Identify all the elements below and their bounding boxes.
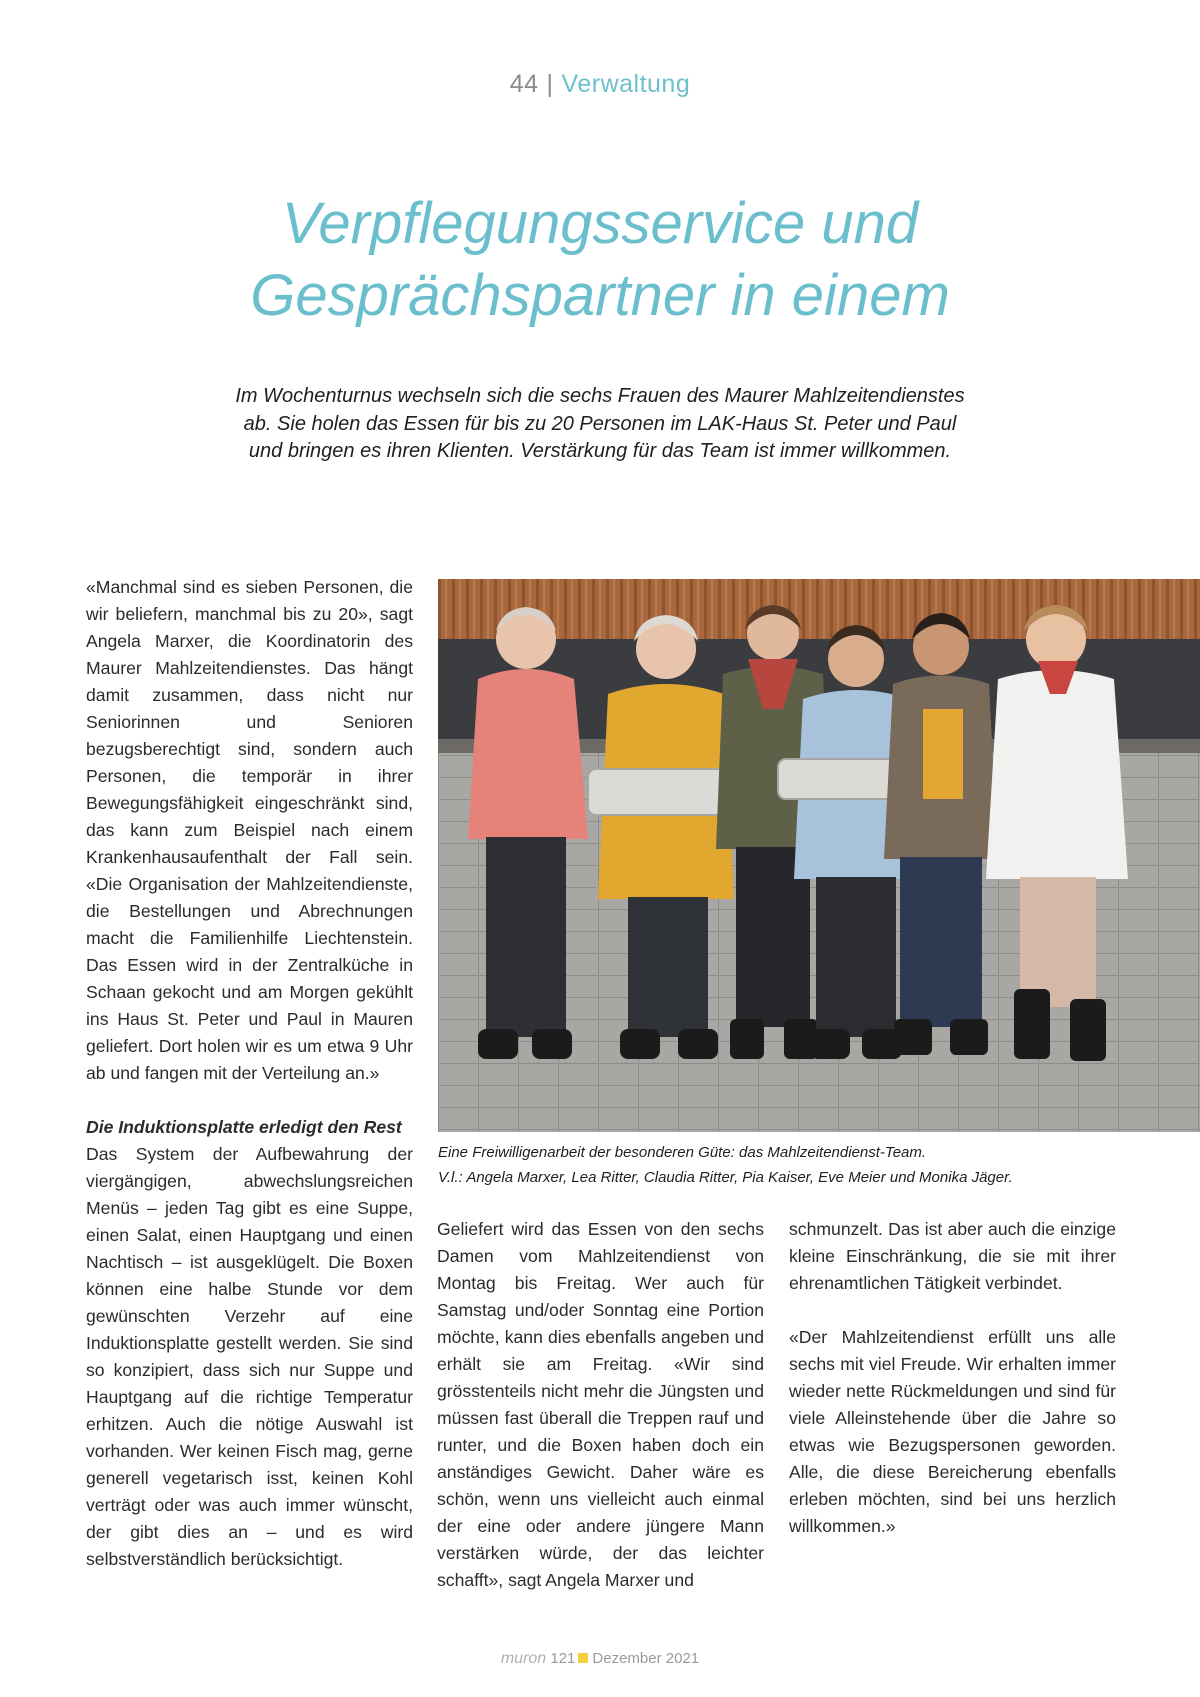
column-1: [86, 574, 413, 1573]
page-header: [0, 70, 1200, 99]
caption-line-1: Eine Freiwilligenarbeit der besonderen Güte: das Mahlzeitendienst-Team.: [438, 1144, 927, 1161]
article-title: [150, 188, 1050, 332]
team-photo: [438, 579, 1200, 1132]
body-paragraph: schmunzelt. Das ist aber auch die einzige kleine Einschränkung, die sie mit ihrer ehrenamtlichen Tätigkeit verbindet.: [789, 1219, 1116, 1293]
subheading: Die Induktionsplatte erledigt den Rest: [86, 1117, 402, 1137]
section-name: Verwaltung: [561, 70, 691, 98]
body-paragraph: «Der Mahlzeitendienst erfüllt uns alle sechs mit viel Freude. Wir erhalten immer wieder nette Rückmeldungen und sind für viele Alleinstehende über die Jahre so etwas wie Bezugspersonen geworden. Alle, die diese Bereicherung ebenfalls erleben möchten, sind bei uns herzlich willkommen.»: [789, 1327, 1116, 1536]
photo-caption: [438, 1140, 1178, 1190]
yellow-square-icon: [578, 1653, 588, 1663]
issue-date: Dezember 2021: [592, 1650, 700, 1667]
body-paragraph: Das System der Aufbewahrung der viergängigen, abwechslungsreichen Menüs – jeden Tag gibt es eine Suppe, einen Salat, einen Hauptgang und einen Nachtisch – ist ausgeklügelt. Die Boxen können eine halbe Stunde vor dem gewünschten Verzehr auf eine Induktionsplatte gestellt werden. Sie sind so konzipiert, dass sich nur Suppe und Hauptgang auf die richtige Temperatur erhitzen. Auch die nötige Auswahl ist vorhanden. Wer keinen Fisch mag, gerne generell vegetarisch isst, keinen Kohl verträgt oder was auch immer wünscht, der gibt dies an – und es wird selbstverständlich berücksichtigt.: [86, 1144, 413, 1569]
caption-line-2: V.l.: Angela Marxer, Lea Ritter, Claudia Ritter, Pia Kaiser, Eve Meier und Monika Jäger.: [438, 1169, 1013, 1186]
header-separator: |: [546, 70, 554, 98]
page-number: 44: [509, 70, 539, 98]
title-line-1: Verpflegungsservice und: [281, 191, 919, 256]
body-paragraph: «Manchmal sind es sieben Personen, die wir beliefern, manchmal bis zu 20», sagt Angela Marxer, die Koordinatorin des Maurer Mahlzeitendienstes. Das hängt damit zusammen, dass nicht nur Seniorinnen und Senioren bezugsberechtigt sind, sondern auch Personen, die temporär in ihrer Bewegungsfähigkeit eingeschränkt sind, das kann zum Beispiel nach einem Krankenhausaufenthalt der Fall sein. «Die Organisation der Mahlzeitendienste, die Bestellungen und Abrechnungen macht die Familienhilfe Liechtenstein. Das Essen wird in der Zentralküche in Schaan gekocht und am Morgen gekühlt ins Haus St. Peter und Paul in Mauren geliefert. Dort holen wir es um etwa 9 Uhr ab und fangen mit der Verteilung an.»: [86, 577, 413, 1083]
article-lead: Im Wochenturnus wechseln sich die sechs Frauen des Maurer Mahlzeitendienstes ab. Sie holen das Essen für bis zu 20 Personen im LAK-Haus St. Peter und Paul und bringen es ihren Klienten. Verstärkung für das Team ist immer willkommen.: [235, 385, 965, 462]
body-paragraph: Geliefert wird das Essen von den sechs Damen vom Mahlzeitendienst von Montag bis Freitag. Wer auch für Samstag und/oder Sonntag eine Portion möchte, kann dies ebenfalls angeben und erhält sie am Freitag. «Wir sind grösstenteils nicht mehr die Jüngsten und müssen fast überall die Treppen rauf und runter, und die Boxen haben doch ein anständiges Gewicht. Daher wäre es schön, wenn uns vielleicht auch einmal der eine oder andere jüngere Mann verstärken würde, der das leichter schafft», sagt Angela Marxer und: [437, 1219, 764, 1590]
magazine-brand: muron: [500, 1650, 547, 1667]
issue-number: 121: [550, 1650, 576, 1667]
page-footer: [0, 1650, 1200, 1668]
column-3: [789, 1216, 1116, 1540]
title-line-2: Gesprächspartner in einem: [250, 263, 950, 328]
column-2: [437, 1216, 764, 1594]
